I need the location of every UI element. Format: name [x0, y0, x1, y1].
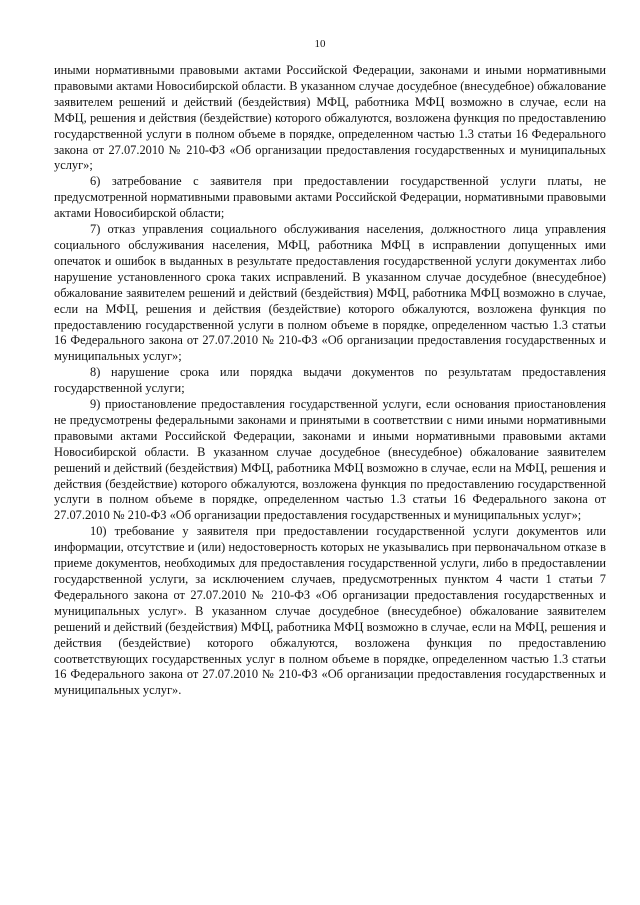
document-body [54, 63, 606, 699]
paragraph-item-6: 6) затребование с заявителя при предоставлении государственной услуги платы, не предусмотренной нормативными правовыми актами Российской Федерации, нормативными правовыми актами Новосибирской области; [54, 174, 606, 221]
paragraph-continuation: иными нормативными правовыми актами Российской Федерации, законами и иными нормативными правовыми актами Новосибирской области. В указанном случае досудебное (внесудебное) обжалование заявителем решений и действий (бездействия) МФЦ, работника МФЦ возможно в случае, если на МФЦ, решения и действия (бездействие) которого обжалуются, возложена функция по предоставлению государственной услуги в полном объеме в порядке, определенном частью 1.3 статьи 16 Федерального закона от 27.07.2010 № 210-ФЗ «Об организации предоставления государственных и муниципальных услуг»; [54, 63, 606, 173]
page-number: 10 [314, 38, 326, 50]
paragraph-item-9: 9) приостановление предоставления государственной услуги, если основания приостановления не предусмотрены федеральными законами и принятыми в соответствии с ними иными нормативными правовыми актами Российской Федерации, законами и иными нормативными правовыми актами Новосибирской области. В указанном случае досудебное (внесудебное) обжалование заявителем решений и действий (бездействия) МФЦ, работника МФЦ возможно в случае, если на МФЦ, решения и действия (бездействие) которого обжалуются, возложена функция по предоставлению государственной услуги в полном объеме в порядке, определенном частью 1.3 статьи 16 Федерального закона от 27.07.2010 № 210-ФЗ «Об организации предоставления государственных и муниципальных услуг»; [54, 397, 606, 523]
paragraph-item-10: 10) требование у заявителя при предоставлении государственной услуги документов или информации, отсутствие и (или) недостоверность которых не указывались при первоначальном отказе в приеме документов, необходимых для предоставления государственной услуги, либо в предоставлении государственной услуги, за исключением случаев, предусмотренных пунктом 4 части 1 статьи 7 Федерального закона от 27.07.2010 № 210-ФЗ «Об организации предоставления государственных и муниципальных услуг». В указанном случае досудебное (внесудебное) обжалование заявителем решений и действий (бездействия) МФЦ, работника МФЦ возможно в случае, если на МФЦ, решения и действия (бездействие) которого обжалуются, возложена функция по предоставлению соответствующих государственных услуг в полном объеме в порядке, определенном частью 1.3 статьи 16 Федерального закона от 27.07.2010 № 210-ФЗ «Об организации предоставления государственных и муниципальных услуг». [54, 524, 606, 698]
paragraph-item-8: 8) нарушение срока или порядка выдачи документов по результатам предоставления государственной услуги; [54, 365, 606, 396]
paragraph-item-7: 7) отказ управления социального обслуживания населения, должностного лица управления социального обслуживания населения, МФЦ, работника МФЦ в исправлении допущенных ими опечаток и ошибок в выданных в результате предоставления государственной услуги документах либо нарушение установленного срока таких исправлений. В указанном случае досудебное (внесудебное) обжалование заявителем решений и действий (бездействия) МФЦ, работника МФЦ возможно в случае, если на МФЦ, решения и действия (бездействие) которого обжалуются, возложена функция по предоставлению государственной услуги в полном объеме в порядке, определенном частью 1.3 статьи 16 Федерального закона от 27.07.2010 № 210-ФЗ «Об организации предоставления государственных и муниципальных услуг»; [54, 222, 606, 364]
